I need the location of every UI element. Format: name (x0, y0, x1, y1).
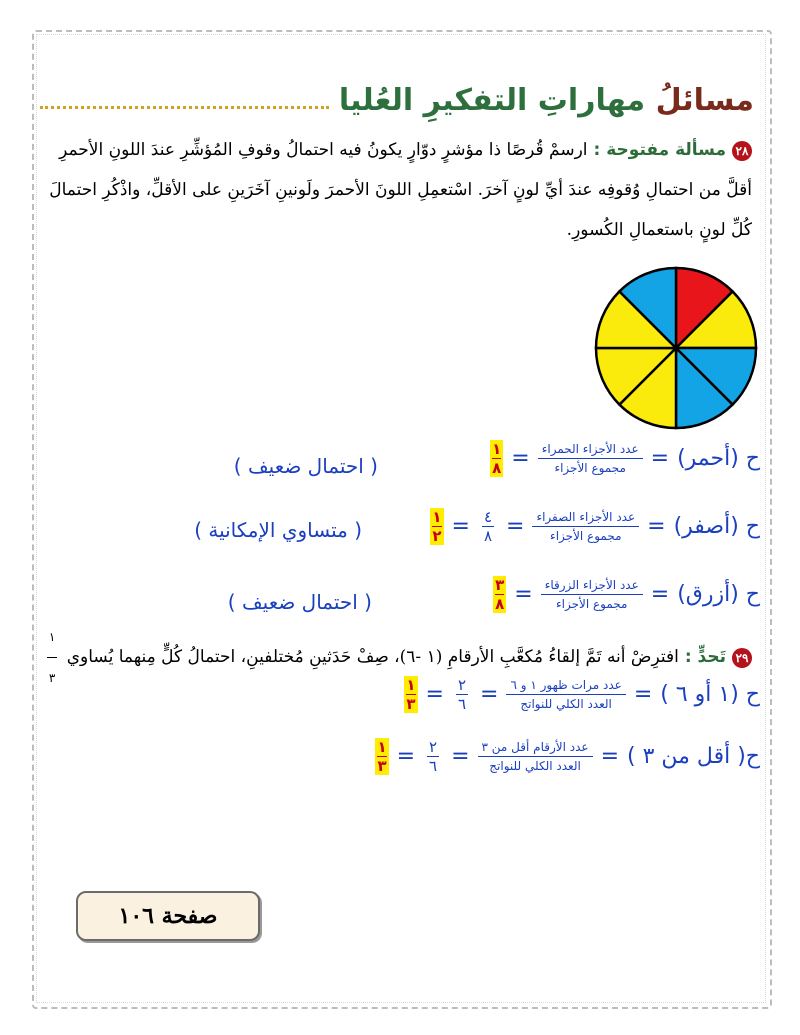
equals-sign: = (514, 582, 533, 607)
question-text: افترِضْ أنه تَمَّ إلقاءُ مُكعَّبِ الأرقامِ (١ -٦)، صِفْ حَدَثينِ مُختلفينِ، احتمالُ كُلٍّ مِنهما يُساوي (66, 647, 679, 667)
fraction-denominator: مجموع الأجزاء (550, 529, 622, 543)
section-title (40, 80, 764, 120)
question-number-badge: ٢٨ (732, 141, 752, 161)
answer-red (490, 440, 760, 477)
result-fraction (430, 508, 443, 545)
answer-less-than-3 (375, 738, 760, 775)
result-denominator: ٨ (492, 459, 502, 477)
fraction-denominator: العدد الكلي للنواتج (520, 697, 612, 711)
result-denominator: ٣ (406, 695, 416, 713)
page-number-box (76, 891, 260, 941)
result-numerator: ٣ (495, 576, 505, 594)
result-denominator: ٣ (377, 757, 387, 775)
equals-sign: = (650, 446, 670, 471)
question-fraction (47, 617, 57, 698)
question-number-badge: ٢٩ (732, 648, 752, 668)
fraction-denominator: مجموع الأجزاء (555, 597, 628, 611)
result-numerator: ١ (377, 738, 387, 756)
equals-sign: = (451, 744, 470, 769)
question-label: مسألة مفتوحة : (593, 140, 726, 160)
equals-sign: = (633, 682, 653, 707)
intermediate-numerator: ٢ (429, 738, 438, 756)
answer-lead: ح (١ أو ٦ ) (660, 682, 760, 707)
equals-sign: = (511, 446, 530, 471)
intermediate-fraction (482, 508, 494, 545)
question-label: تَحدٍّ : (684, 647, 726, 667)
section-title-text (339, 83, 754, 118)
result-fraction (404, 676, 417, 713)
result-fraction (493, 576, 506, 613)
intermediate-denominator: ٦ (457, 695, 467, 713)
answer-lead: ح (أزرق) (677, 582, 760, 607)
result-numerator: ١ (406, 676, 416, 694)
equals-sign: = (425, 682, 444, 707)
question-28 (40, 130, 752, 250)
fraction-denominator: مجموع الأجزاء (554, 461, 626, 475)
answer-yellow-description: ( متساوي الإمكانية ) (194, 518, 362, 542)
equals-sign: = (650, 582, 670, 607)
answer-blue (493, 576, 760, 613)
equals-sign: = (647, 514, 666, 539)
result-fraction (490, 440, 503, 477)
fraction-numerator: عدد مرات ظهور ١ و ٦ (506, 678, 625, 695)
answer-lead: ح (أحمر) (677, 446, 760, 471)
answer-red-description: ( احتمال ضعيف ) (233, 454, 378, 478)
fraction-expression (478, 740, 593, 773)
title-part-1: مسائلُ (655, 82, 754, 118)
intermediate-numerator: ٢ (457, 676, 467, 694)
answer-lead: ح( أقل من ٣ ) (627, 744, 760, 769)
title-part-2: مهاراتِ التفكيرِ العُليا (338, 82, 646, 118)
result-fraction (375, 738, 388, 775)
fraction-numerator: عدد الأجزاء الحمراء (538, 442, 643, 459)
intermediate-fraction (427, 738, 439, 775)
title-dotted-line (40, 92, 329, 109)
spinner-disc (593, 265, 759, 431)
answer-blue-description: ( احتمال ضعيف ) (227, 590, 372, 614)
answer-1-or-6 (404, 676, 760, 713)
intermediate-denominator: ٨ (483, 527, 492, 545)
fraction-expression (541, 578, 643, 611)
fraction-numerator: عدد الأرقام أقل من ٣ (478, 740, 593, 757)
answer-lead: ح (أصفر) (673, 514, 760, 539)
result-denominator: ٨ (495, 595, 505, 613)
question-text: ارسمْ قُرصًا ذا مؤشرٍ دوّارٍ يكونُ فيه احتمالُ وقوفِ المُؤشِّرِ عندَ اللونِ الأحمرِ أقلَّ من احتمالِ وُقوفِه عندَ أيِّ لونٍ آخرَ. اسْتعمِلِ اللونَ الأحمرَ ولَونينِ آخَرَينِ على الأقلِّ، واذْكُرِ احتمالَ كُلِّ لونٍ باستعمالِ الكُسورِ. (49, 140, 752, 240)
answer-yellow (430, 508, 760, 545)
page-number-label: صفحة ١٠٦ (118, 903, 218, 929)
question-fraction-denominator: ٣ (48, 671, 56, 685)
fraction-expression (506, 678, 625, 711)
equals-sign: = (451, 514, 470, 539)
fraction-numerator: عدد الأجزاء الصفراء (532, 510, 639, 527)
question-fraction-numerator: ١ (47, 617, 57, 658)
intermediate-fraction (456, 676, 468, 713)
fraction-expression (538, 442, 643, 475)
fraction-expression (532, 510, 639, 543)
equals-sign: = (396, 744, 416, 769)
fraction-denominator: العدد الكلي للنواتج (489, 759, 581, 773)
equals-sign: = (600, 744, 619, 769)
intermediate-denominator: ٦ (429, 757, 438, 775)
equals-sign: = (506, 514, 525, 539)
result-denominator: ٢ (432, 527, 442, 545)
result-numerator: ١ (432, 508, 442, 526)
equals-sign: = (480, 682, 499, 707)
fraction-numerator: عدد الأجزاء الزرقاء (541, 578, 643, 595)
intermediate-numerator: ٤ (483, 508, 492, 526)
result-numerator: ١ (492, 440, 502, 458)
